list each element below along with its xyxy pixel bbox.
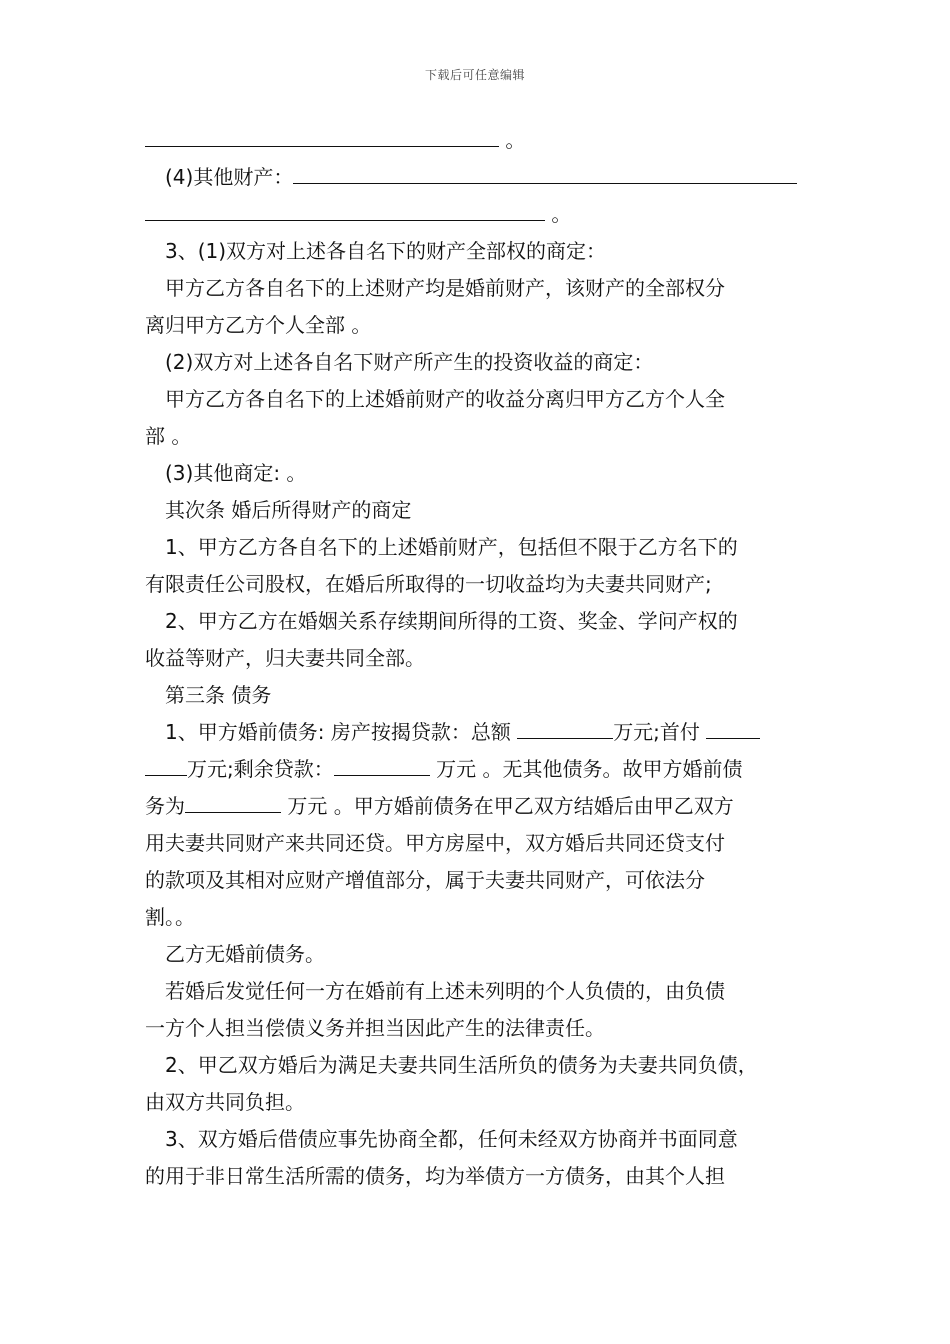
fill-in-blank [517, 718, 613, 739]
fill-in-blank [334, 755, 430, 776]
debt-line-2: 万元;剩余贷款： 万元 。无其他债务。故甲方婚前债 [145, 751, 815, 788]
page-header: 下载后可任意编辑 [424, 68, 525, 82]
paragraph-line: 2、甲乙双方婚后为满足夫妻共同生活所负的债务为夫妻共同负债， [165, 1053, 758, 1077]
blank-line-2: 。 [145, 196, 815, 233]
paragraph-line: 的款项及其相对应财产增值部分，属于夫妻共同财产，可依法分 [145, 868, 705, 892]
paragraph-line: 有限责任公司股权，在婚后所取得的一切收益均为夫妻共同财产; [145, 572, 712, 596]
paragraph-line: 1、甲方乙方各自名下的上述婚前财产，包括但不限于乙方名下的 [165, 535, 738, 559]
fill-in-blank [145, 755, 187, 776]
paragraph-line: 一方个人担当偿债义务并担当因此产生的法律责任。 [145, 1016, 605, 1040]
debt-line-1: 1、甲方婚前债务: 房产按揭贷款：总额 万元;首付 [145, 714, 815, 751]
article-2-heading: 其次条 婚后所得财产的商定 [165, 498, 412, 522]
fill-in-blank [706, 718, 760, 739]
paragraph-line: 离归甲方乙方个人全部 。 [145, 313, 372, 337]
fill-in-blank [185, 792, 281, 813]
blank-line-1: 。 [145, 122, 815, 159]
article-3-heading: 第三条 债务 [165, 683, 272, 707]
paragraph-line: 用夫妻共同财产来共同还贷。甲方房屋中，双方婚后共同还贷支付 [145, 831, 725, 855]
paragraph-line: 由双方共同负担。 [145, 1090, 305, 1114]
document-body [145, 122, 815, 1195]
fill-in-blank [145, 126, 499, 147]
paragraph-line: 2、甲方乙方在婚姻关系存续期间所得的工资、奖金、学问产权的 [165, 609, 738, 633]
paragraph-line: 若婚后发觉任何一方在婚前有上述未列明的个人负债的，由负债 [165, 979, 725, 1003]
clause-3-1-heading: 3、(1)双方对上述各自名下的财产全部权的商定： [165, 239, 607, 263]
paragraph-line: 割。。 [145, 905, 195, 929]
fill-in-blank [145, 200, 545, 221]
fill-in-blank [293, 163, 797, 184]
paragraph-line: 3、双方婚后借债应事先协商全都，任何未经双方协商并书面同意 [165, 1127, 738, 1151]
paragraph-line: 收益等财产，归夫妻共同全部。 [145, 646, 425, 670]
clause-3-3-heading: (3)其他商定: 。 [165, 461, 307, 485]
paragraph-line: 甲方乙方各自名下的上述财产均是婚前财产，该财产的全部权分 [165, 276, 725, 300]
debt-line-3: 务为 万元 。甲方婚前债务在甲乙双方结婚后由甲乙双方 [145, 794, 734, 818]
paragraph-line: 乙方无婚前债务。 [165, 942, 325, 966]
paragraph-line: 部 。 [145, 424, 192, 448]
other-property-line: (4)其他财产： [145, 159, 815, 196]
clause-3-2-heading: (2)双方对上述各自名下财产所产生的投资收益的商定： [165, 350, 654, 374]
paragraph-line: 甲方乙方各自名下的上述婚前财产的收益分离归甲方乙方个人全 [165, 387, 725, 411]
paragraph-line: 的用于非日常生活所需的债务，均为举债方一方债务，由其个人担 [145, 1164, 725, 1188]
